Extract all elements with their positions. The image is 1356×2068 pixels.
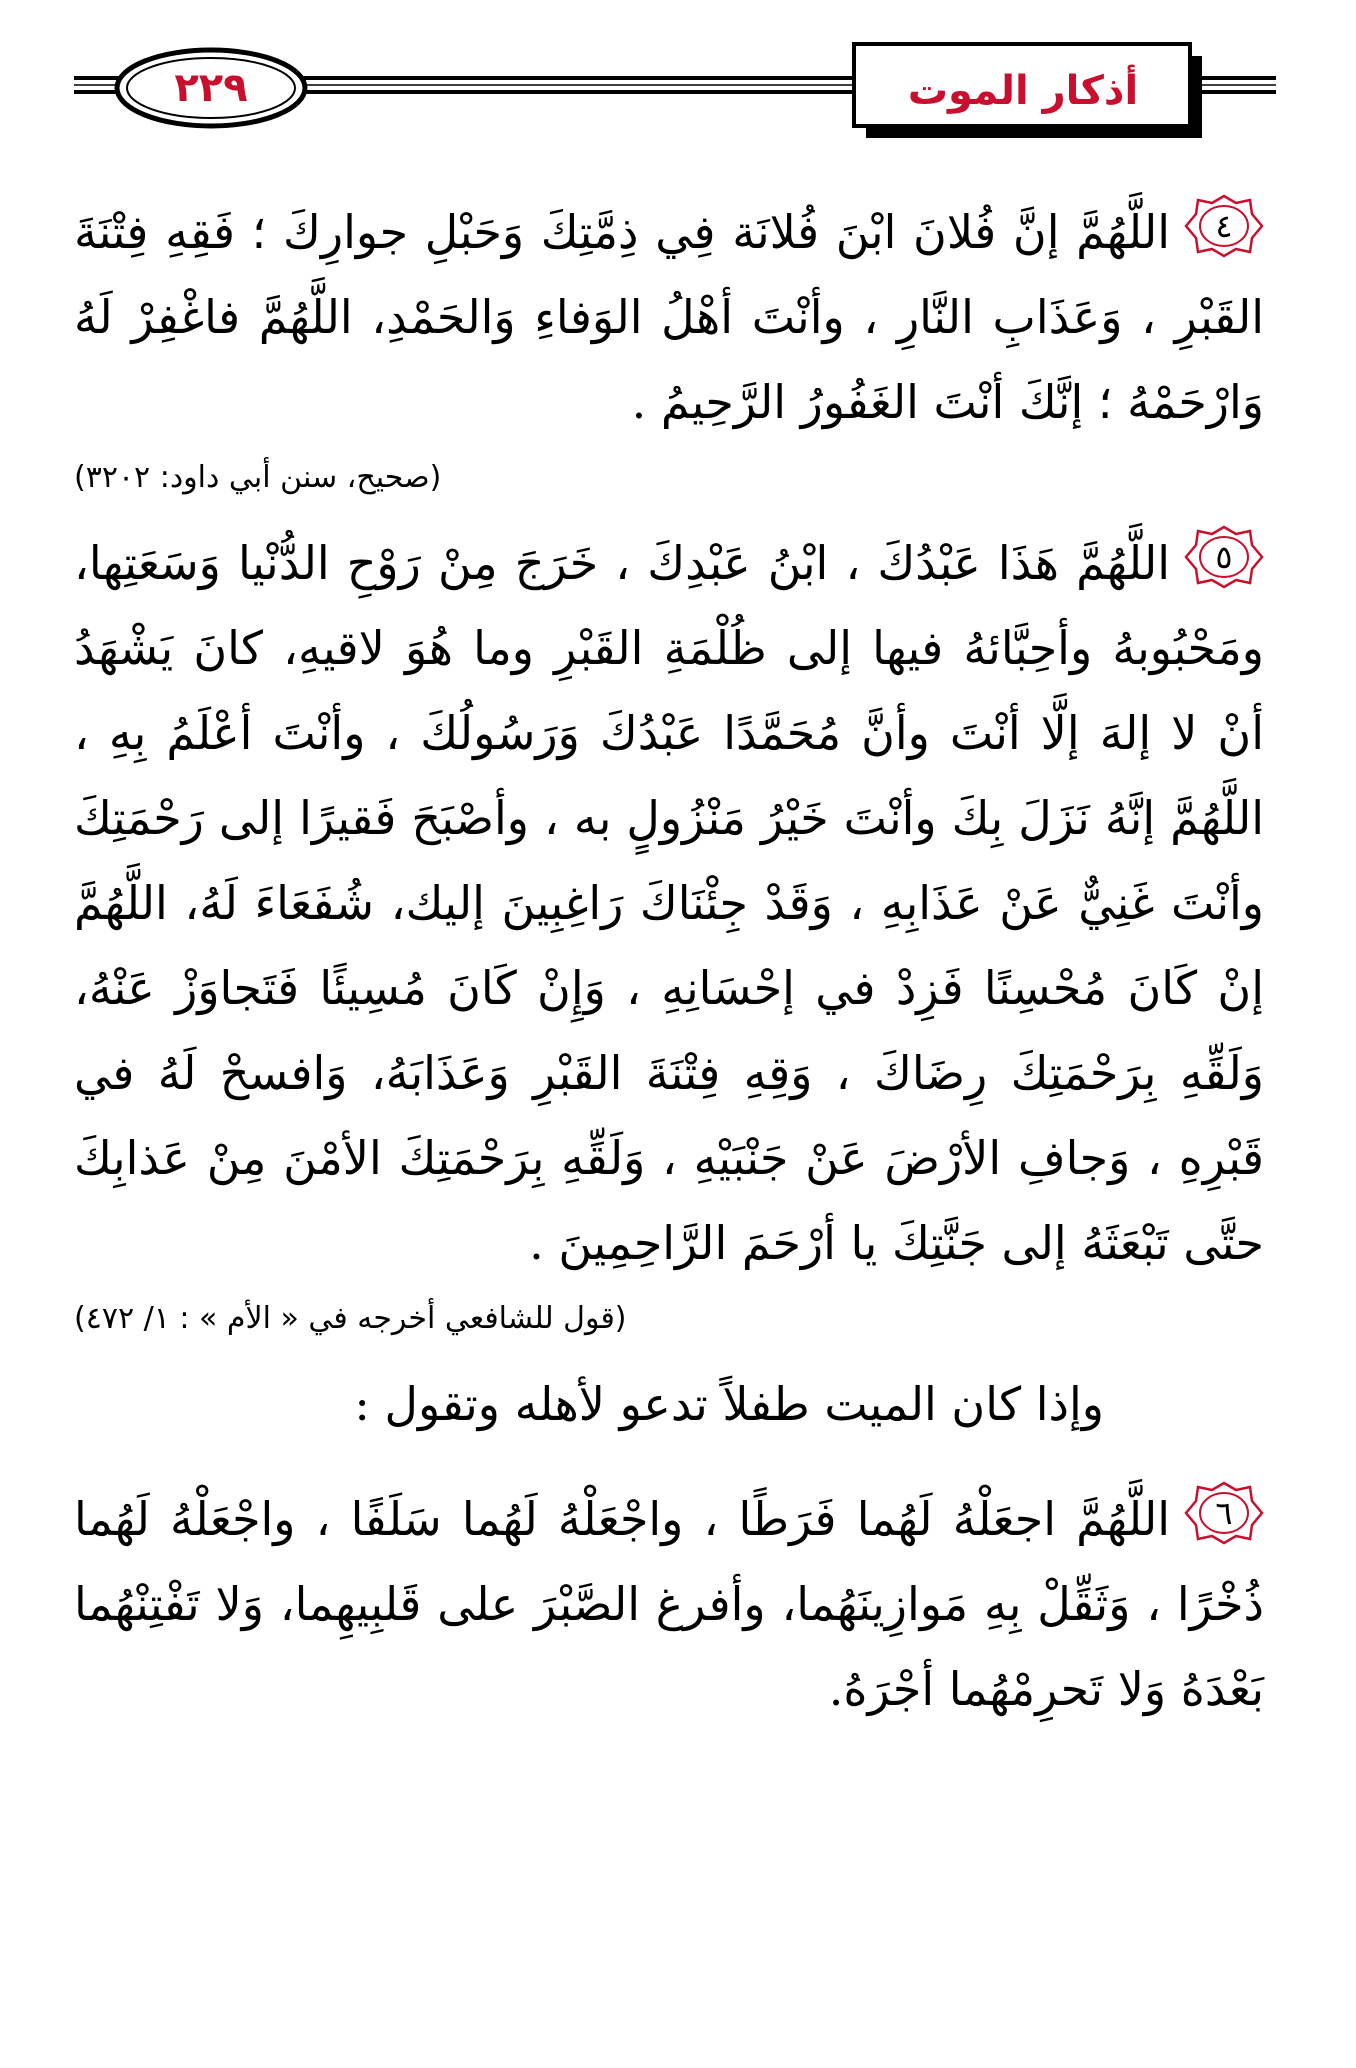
page-header	[0, 0, 1356, 150]
dua-text: اللَّهُمَّ هَذَا عَبْدُكَ ، ابْنُ عَبْدِكَ ، خَرَجَ مِنْ رَوْحِ الدُّنْيا وَسَعَتِها، ومَحْبُوبهُ وأحِبَّائهُ فيها إلى ظُلْمَةِ القَبْرِ وما هُوَ لاقيهِ، كانَ يَشْهَدُ أنْ لا إلهَ إلَّا أنْتَ وأنَّ مُحَمَّدًا عَبْدُكَ وَرَسُولُكَ ، وأنْتَ أعْلَمُ بِهِ ، اللَّهُمَّ إنَّهُ نَزَلَ بِكَ وأنْتَ خَيْرُ مَنْزُولٍ به ، وأصْبَحَ فَقيرًا إلى رَحْمَتِكَ وأنْتَ غَنِيٌّ عَنْ عَذَابِهِ ، وَقَدْ جِئْنَاكَ رَاغِبِينَ إليك، شُفَعَاءَ لَهُ، اللَّهُمَّ إنْ كَانَ مُحْسِنًا فَزِدْ في إحْسَانِهِ ، وَإِنْ كَانَ مُسِيئًا فَتَجاوَزْ عَنْهُ، وَلَقِّهِ بِرَحْمَتِكَ رِضَاكَ ، وَقِهِ فِتْنَةَ القَبْرِ وَعَذَابَهُ، وَافسحْ لَهُ في قَبْرِهِ ، وَجافِ الأرْضَ عَنْ جَنْبَيْهِ ، وَلَقِّهِ بِرَحْمَتِكَ الأمْنَ مِنْ عَذابِكَ حتَّى تَبْعَثَهُ إلى جَنَّتِكَ يا أرْحَمَ الرَّاحِمِينَ .	[74, 536, 1264, 1270]
page-content	[74, 190, 1264, 1732]
dua-source: (صحيح، سنن أبي داود: ٣٢٠٢)	[74, 460, 442, 495]
page-number: ٢٢٩	[174, 65, 248, 111]
chapter-title: أذكار الموت	[907, 68, 1139, 114]
dua-number-badge	[1184, 525, 1264, 589]
dua-source: (قول للشافعي أخرجه في « الأم » : ١/ ٤٧٢)	[74, 1301, 627, 1336]
dua-entry	[74, 1477, 1264, 1732]
dua-number: ٥	[1215, 537, 1233, 576]
dua-entry	[74, 190, 1264, 445]
dua-text: اللَّهُمَّ إنَّ فُلانَ ابْنَ فُلانَة فِي ذِمَّتِكَ وَحَبْلِ جوارِكَ ؛ فَقِهِ فِتْنَةَ القَبْرِ ، وَعَذَابِ النَّارِ ، وأنْتَ أهْلُ الوَفاءِ وَالحَمْدِ، اللَّهُمَّ فاغْفِرْ لَهُ وَارْحَمْهُ ؛ إنَّكَ أنْتَ الغَفُورُ الرَّحِيمُ .	[74, 205, 1264, 429]
dua-text: اللَّهُمَّ اجعَلْهُ لَهُما فَرَطًا ، واجْعَلْهُ لَهُما سَلَفًا ، واجْعَلْهُ لَهُما ذُخْرًا ، وَثَقِّلْ بِهِ مَوازِينَهُما، وأفرغ الصَّبْرَ على قَلبِيهِما، وَلا تَفْتِنْهُما بَعْدَهُ وَلا تَحرِمْهُما أجْرَهُ.	[74, 1492, 1264, 1716]
dua-number-badge	[1184, 1481, 1264, 1545]
dua-number: ٤	[1215, 206, 1233, 245]
dua-number: ٦	[1215, 1493, 1233, 1532]
child-intro-text: وإذا كان الميت طفلاً تدعو لأهله وتقول :	[354, 1377, 1104, 1431]
dua-number-badge	[1184, 194, 1264, 258]
dua-entry	[74, 521, 1264, 1286]
